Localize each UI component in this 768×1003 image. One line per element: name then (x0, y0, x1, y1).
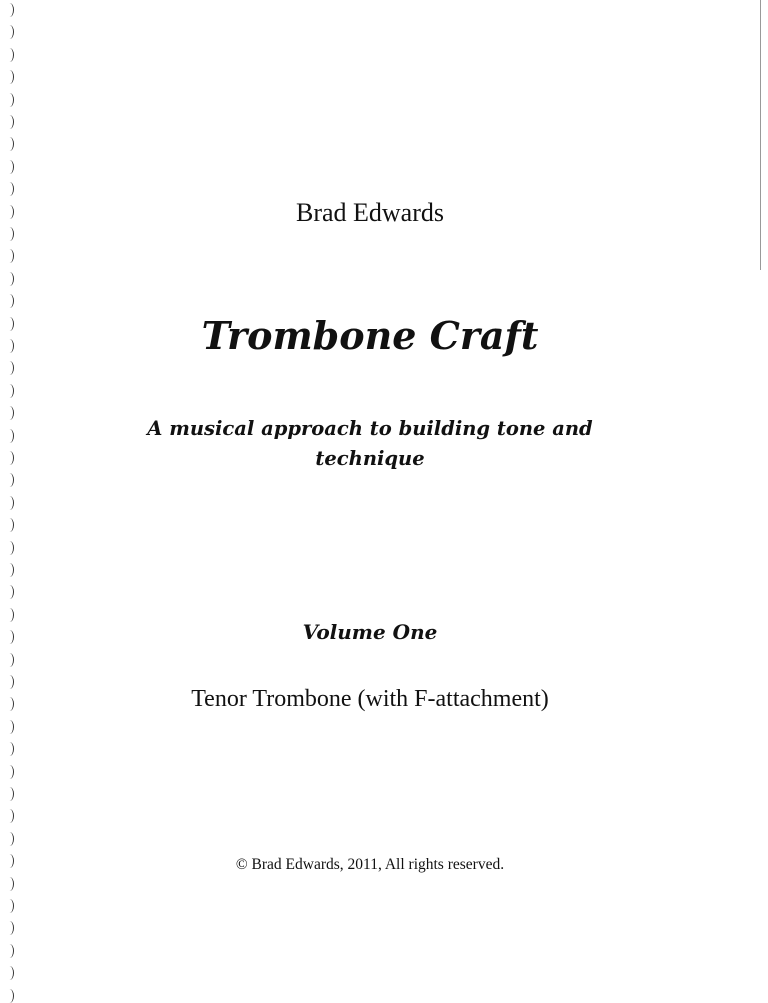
binding-ring (5, 361, 14, 375)
binding-ring (5, 518, 14, 532)
binding-ring (5, 899, 14, 913)
binding-ring (5, 585, 14, 599)
book-title: Trombone Craft (201, 313, 539, 358)
binding-ring (5, 653, 14, 667)
spiral-binding (2, 0, 22, 994)
binding-ring (5, 944, 14, 958)
binding-ring (5, 227, 14, 241)
binding-ring (5, 93, 14, 107)
binding-ring (5, 70, 14, 84)
binding-ring (5, 877, 14, 891)
binding-ring (5, 294, 14, 308)
binding-ring (5, 182, 14, 196)
binding-ring (5, 832, 14, 846)
binding-ring (5, 25, 14, 39)
binding-ring (5, 765, 14, 779)
binding-ring (5, 473, 14, 487)
binding-ring (5, 384, 14, 398)
binding-ring (5, 137, 14, 151)
binding-ring (5, 3, 14, 17)
author-name: Brad Edwards (295, 198, 444, 227)
subtitle (0, 414, 740, 474)
binding-ring (5, 496, 14, 510)
binding-ring (5, 541, 14, 555)
binding-ring (5, 720, 14, 734)
binding-ring (5, 921, 14, 935)
binding-ring (5, 48, 14, 62)
page-edge-line (760, 0, 761, 270)
binding-ring (5, 563, 14, 577)
binding-ring (5, 966, 14, 980)
binding-ring (5, 742, 14, 756)
subtitle-line-1: A musical approach to building tone and (147, 417, 593, 440)
subtitle-line-2: technique (315, 447, 425, 470)
volume-label: Volume One (302, 620, 438, 644)
binding-ring (5, 272, 14, 286)
instrument-label: Tenor Trombone (with F-attachment) (191, 686, 549, 712)
binding-ring (5, 809, 14, 823)
copyright-notice: © Brad Edwards, 2011, All rights reserved. (235, 856, 505, 873)
binding-ring (5, 160, 14, 174)
binding-ring (5, 787, 14, 801)
binding-ring (5, 115, 14, 129)
binding-ring (5, 989, 14, 1003)
binding-ring (5, 249, 14, 263)
